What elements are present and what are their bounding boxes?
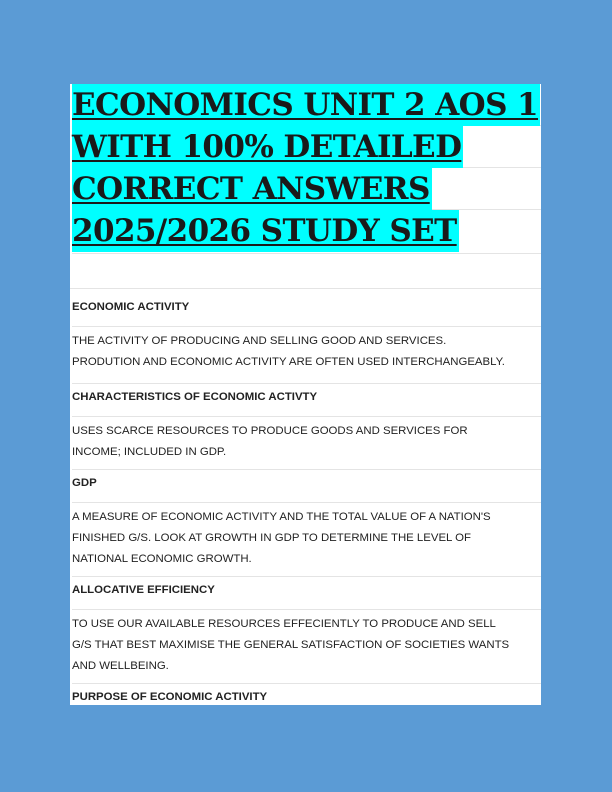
term-heading: ALLOCATIVE EFFICIENCY [72,577,541,610]
document-title [72,84,541,254]
document-page [70,84,541,705]
title-line: CORRECT ANSWERS [72,168,541,210]
term-heading: PURPOSE OF ECONOMIC ACTIVITY [72,691,268,703]
title-line: ECONOMICS UNIT 2 AOS 1 [72,84,541,126]
term-heading: ECONOMIC ACTIVITY [72,294,541,327]
term-heading: GDP [72,470,541,503]
divider [70,254,541,289]
term-definition: USES SCARCE RESOURCES TO PRODUCE GOODS AND SERVICES FOR INCOME; INCLUDED IN GDP. [72,417,541,470]
term-heading: CHARACTERISTICS OF ECONOMIC ACTIVTY [72,384,541,417]
term-definition: THE ACTIVITY OF PRODUCING AND SELLING GOOD AND SERVICES. PRODUTION AND ECONOMIC ACTIVITY ARE OFTEN USED INTERCHANGEABLY. [72,327,541,384]
study-entries [72,294,541,705]
title-line: WITH 100% DETAILED [72,126,541,168]
term-definition: TO USE OUR AVAILABLE RESOURCES EFFECIENTLY TO PRODUCE AND SELL G/S THAT BEST MAXIMISE THE GENERAL SATISFACTION OF SOCIETIES WANTS AND WELLBEING. [72,610,541,684]
title-line: 2025/2026 STUDY SET [72,210,541,254]
term-definition: A MEASURE OF ECONOMIC ACTIVITY AND THE TOTAL VALUE OF A NATION'S FINISHED G/S. LOOK AT GROWTH IN GDP TO DETERMINE THE LEVEL OF NATIONAL ECONOMIC GROWTH. [72,503,541,577]
